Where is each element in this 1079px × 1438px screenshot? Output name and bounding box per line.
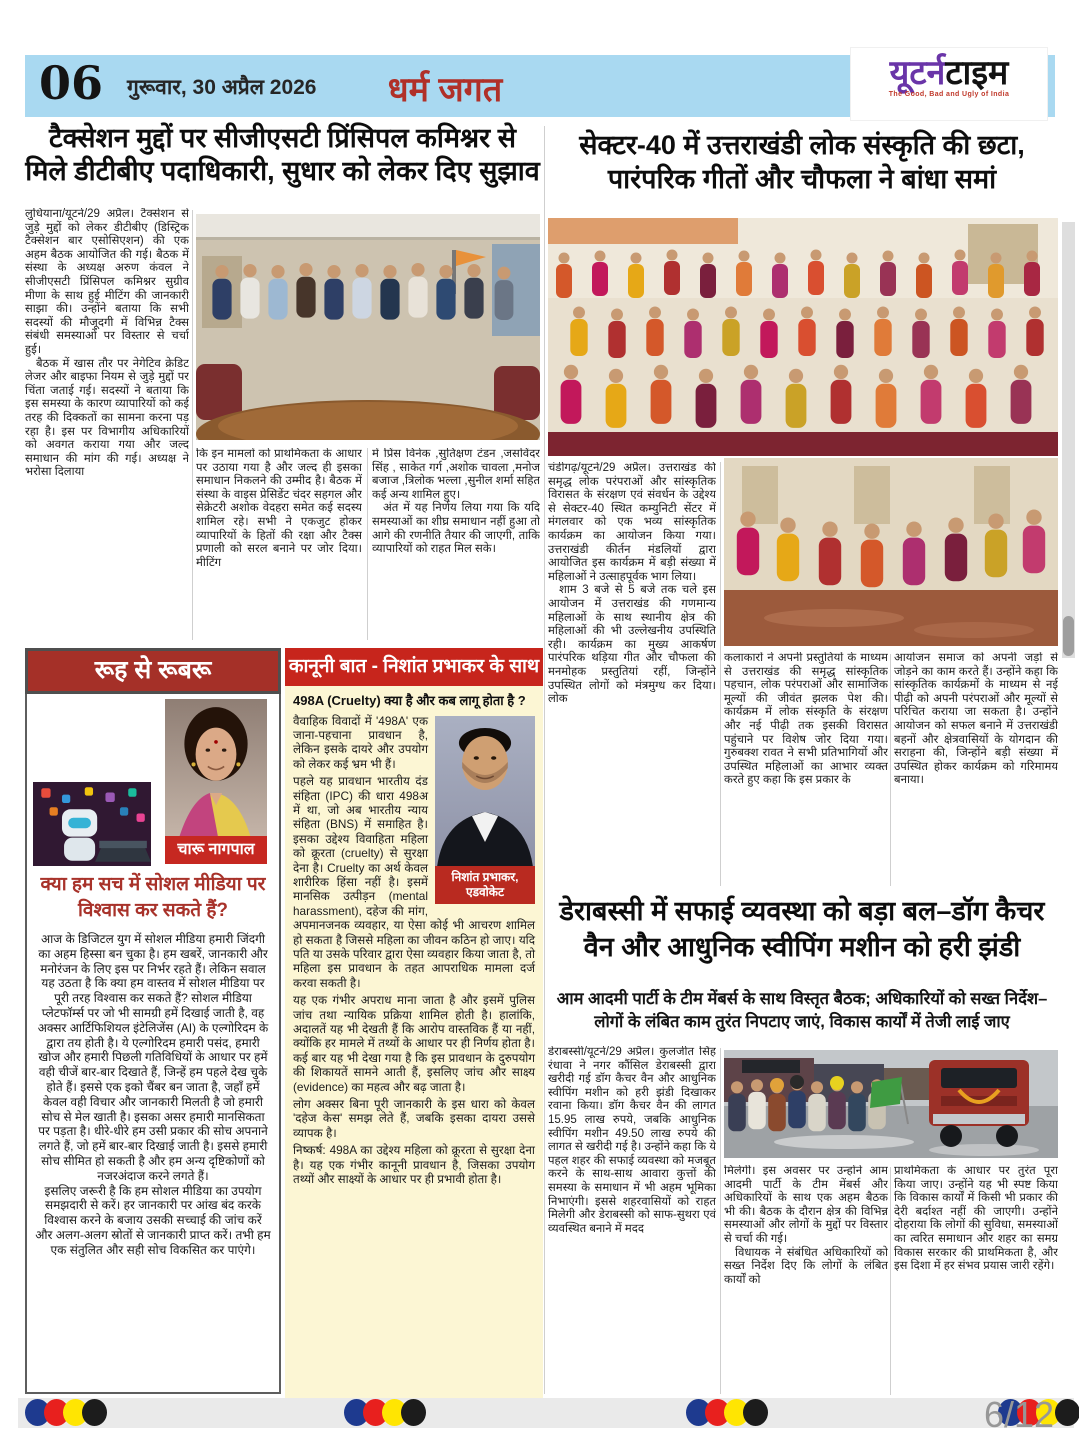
- column-divider: [192, 210, 193, 640]
- article-paragraph: मिलेगी। इस अवसर पर उन्होंने आम आदमी पार्टी के टीम मेंबर्स और अधिकारियों के साथ एक अहम बैठक भी की। बैठक के दौरान क्षेत्र की विभिन्न समस्याओं और लोगों के मुद्दों पर विस्तार से चर्चा की गई।: [724, 1165, 888, 1245]
- column-divider: [720, 462, 721, 886]
- article-paragraph: आयोजन समाज को अपनी जड़ों से जोड़ने का काम करते हैं। उन्होंने कहा कि सांस्कृतिक कार्यक्रमों के माध्यम से नई पीढ़ी को अपनी परंपराओं और मूल्यों से परिचित कराया जा सकता है। उन्होंने आयोजन को सफल बनाने में उत्तराखंडी बहनों और क्षेत्रवासियों के योगदान की सराहना की, जिन्होंने बड़ी संख्या में उपस्थित होकर कार्यक्रम को गरिमामय बनाया।: [894, 652, 1058, 787]
- article-paragraph: कि इन मामलों को प्राथमिकता के आधार पर उठाया गया है और जल्द ही इसका समाधान निकलने की उम्मीद है। बैठक में संस्था के वाइस प्रेसिडेंट चंदर सहगल और सेक्रेटरी अशोक वेदहरा समेत कई सदस्य शामिल रहे। सभी ने एकजुट होकर व्यापारियों के हितों की रक्षा और टैक्स प्रणाली को सरल बनाने पर जोर दिया। मीटिंग: [196, 448, 362, 569]
- legal-body-text: [285, 686, 543, 1386]
- logo-word-1: यूटर्न: [889, 54, 946, 92]
- newspaper-logo: [851, 48, 1047, 120]
- section-title: धर्म जगत: [387, 71, 503, 109]
- ruh-column-title: रूह से रूबरू: [25, 648, 281, 694]
- viewer-scrollbar-thumb[interactable]: [1063, 616, 1074, 656]
- tax-article-column-1: [25, 208, 189, 640]
- page-indicator: 6/12: [984, 1394, 1055, 1435]
- article-paragraph: विधायक ने संबंधित अधिकारियों को सख्त निर्देश दिए कि लोगों के लंबित कार्यों को: [724, 1246, 888, 1286]
- advocate-photo-caption: निशांत प्रभाकर, एडवोकेट: [435, 866, 535, 904]
- derabassi-article-column-3: [894, 1165, 1058, 1395]
- column-divider: [890, 1167, 891, 1395]
- article-paragraph: पहले यह प्रावधान भारतीय दंड संहिता (IPC) की धारा 498अ में था, जो अब भारतीय न्याय संहिता (BNS) में समाहित है। इसका उद्देश्य विवाहिता महिला को क्रूरता (cruelty) से सुरक्षा देना है। Cruelty का अर्थ केवल शारीरिक हिंसा नहीं है। इसमें मानसिक उत्पीड़न (mental harassment), दहेज की मांग, अपमानजनक व्यवहार, या ऐसा कोई भी आचरण शामिल हो सकता है जिससे महिला का जीवन कठिन हो जाए। यदि पति या उसके परिवार द्वारा ऐसा व्यवहार किया जाता है, तो महिला इस प्रावधान के तहत आपराधिक मामला दर्ज करवा सकती है।: [293, 774, 535, 990]
- article-paragraph: बैठक में खास तौर पर नेगेटिव क्रेडिट लेजर और बाइफा नियम से जुड़े मुद्दों पर चिंता जताई गई। सदस्यों ने बताया कि इस समस्या के कारण व्यापारियों को कई तरह की दिक्कतों का सामना करना पड़ रहा है। इस पर विभागीय अधिकारियों को अवगत कराया गया और जल्द समाधान की मांग की गई। अध्यक्ष ने भरोसा दिलाया: [25, 357, 189, 479]
- culture-group-photo: [548, 218, 1058, 456]
- advocate-portrait: [435, 716, 535, 866]
- article-paragraph: प्राथमिकता के आधार पर तुरंत पूरा किया जाए। उन्होंने यह भी स्पष्ट किया कि विकास कार्यों में किसी भी प्रकार की देरी बर्दाश्त नहीं की जाएगी। उन्होंने दोहराया कि लोगों की सुविधा, समस्याओं का त्वरित समाधान और शहर का समग्र विकास सरकार की प्राथमिकता है, और इस दिशा में हर संभव प्रयास जारी रहेंगे।: [894, 1165, 1058, 1273]
- article-paragraph: शाम 3 बजे से 5 बजे तक चले इस आयोजन में उत्तराखंड की गणमान्य महिलाओं के साथ स्थानीय क्षेत्र की महिलाओं की भी उल्लेखनीय उपस्थिति रही। कार्यक्रम का मुख्य आकर्षण पारंपरिक थड़िया गीत और चौफला की मनमोहक प्रस्तुतियां रहीं, जिन्होंने उपस्थित लोगों को मंत्रमुग्ध कर दिया। लोक: [548, 584, 716, 706]
- column-divider: [720, 1048, 721, 1394]
- legal-column-title: कानूनी बात - निशांत प्रभाकर के साथ: [285, 648, 543, 686]
- advocate-photo-block: [435, 716, 535, 904]
- culture-article-column-3: [894, 652, 1058, 886]
- ruh-question-headline: क्या हम सच में सोशल मीडिया पर विश्वास कर सकते हैं?: [40, 874, 266, 921]
- footer-dots-group: [686, 1399, 762, 1427]
- article-paragraph: अंत में यह निर्णय लिया गया कि यदि समस्याओं का शीघ्र समाधान नहीं हुआ तो आगे की रणनीति तैयार की जाएगी, ताकि व्यापारियों को राहत मिल सके।: [372, 502, 540, 556]
- derabassi-article-column-1: [548, 1046, 716, 1396]
- culture-article-column-2: [724, 652, 888, 886]
- article-paragraph: आज के डिजिटल युग में सोशल मीडिया हमारी जिंदगी का अहम हिस्सा बन चुका है। हम खबरें, जानकारी और मनोरंजन के लिए इस पर निर्भर रहते हैं। लेकिन सवाल यह उठता है कि क्या हम वास्तव में सोशल मीडिया पर पूरी तरह विश्वास कर सकते हैं? सोशल मीडिया प्लेटफॉर्म्स पर जो भी सामग्री हमें दिखाई जाती है, वह अक्सर आर्टिफिशियल इंटेलिजेंस (AI) के एल्गोरिदम के द्वारा तय होती है। ये एल्गोरिदम हमारी पसंद, हमारी खोज और हमारी पिछली गतिविधियों के आधार पर हमें वही चीजें बार-बार दिखाते हैं, जिन्हें हम पहले देख चुके होते हैं। इससे एक इको चैंबर बन जाता है, जहाँ हमें केवल वही विचार और जानकारी मिलती है जो हमारी सोच से मेल खाती है। इसका असर हमारी मानसिकता पर पड़ता है। धीरे-धीरे हम उसी प्रकार की सोच अपनाने लगते हैं, जो हमें बार-बार दिखाई जाती है। इससे हमारी सोच सीमित हो सकती है और हम अन्य दृष्टिकोणों को नजरअंदाज करने लगते हैं।: [37, 932, 269, 1183]
- logo-tagline: The Good, Bad and Ugly of India: [888, 91, 1010, 98]
- culture-article-column-1: [548, 462, 716, 886]
- footer-bar: [18, 1398, 1074, 1428]
- column-divider: [367, 448, 368, 640]
- legal-question: 498A (Cruelty) क्या है और कब लागू होता है ?: [293, 693, 526, 708]
- legal-advice-column: [285, 648, 543, 1398]
- footer-dots-group: [25, 1399, 101, 1427]
- article-paragraph: कलाकारों ने अपनी प्रस्तुतियों के माध्यम से उत्तराखंड की समृद्ध सांस्कृतिक पहचान, लोक परंपराओं और सामाजिक मूल्यों की जीवंत झलक पेश की। कार्यक्रम में लोक संस्कृति के संरक्षण और नई पीढ़ी तक इसकी विरासत पहुंचाने पर विशेष जोर दिया गया। गुरुबक्श रावत ने सभी प्रतिभागियों और उपस्थित महिलाओं का आभार व्यक्त करते हुए कहा कि इस प्रकार के: [724, 652, 888, 787]
- article-paragraph: लुधियाना/यूटर्न/29 अप्रैल। टैक्सेशन से जुड़े मुद्दों को लेकर डीटीबीए (डिस्ट्रिक टैक्सेशन बार एसोसिएशन) की एक अहम बैठक आयोजित की गई। बैठक में संस्था के अध्यक्ष अरुण कंवल ने सीजीएसटी प्रिंसिपल कमिश्नर सुग्रीव मीणा के साथ हुई मीटिंग की जानकारी साझा की। उन्होंने बताया कि सभी सदस्यों की मौजूदगी में विभिन्न टैक्स संबंधी समस्याओं पर विस्तार से चर्चा हुई।: [25, 208, 189, 356]
- edition-date: गुरूवार, 30 अप्रैल 2026: [127, 76, 317, 99]
- masthead: [25, 55, 1055, 117]
- viewer-scrollbar-track[interactable]: [1062, 222, 1075, 658]
- page-number: 06: [39, 56, 104, 110]
- logo-word-2: टाइम: [945, 54, 1009, 92]
- article-paragraph: यह एक गंभीर अपराध माना जाता है और इसमें पुलिस जांच तथा न्यायिक प्रक्रिया शामिल होती है। हालांकि, अदालतें यह भी देखती हैं कि आरोप वास्तविक हैं या नहीं, क्योंकि हर मामले में तथ्यों के आधार पर ही निर्णय होता है। कई बार यह भी देखा गया है कि इस प्रावधान के दुरुपयोग की शिकायतें सामने आती हैं, इसलिए जांच और साक्ष्य (evidence) का महत्व और बढ़ जाता है।: [293, 993, 535, 1094]
- article-paragraph: लोग अक्सर बिना पूरी जानकारी के इस धारा को केवल 'दहेज केस' समझ लेते हैं, जबकि इसका दायरा उससे व्यापक है।: [293, 1097, 535, 1140]
- derabassi-article-headline: डेराबस्सी में सफाई व्यवस्था को बड़ा बल–डॉग कैचर वैन और आधुनिक स्वीपिंग मशीन को हरी झंडी: [559, 896, 1045, 962]
- article-paragraph: में प्रिंस विनेक ,सुतिक्षण टंडन ,जसविंदर सिंह , साकेत गर्ग ,अशोक चावला ,मनोज बजाज ,त्रिलोक भल्ला ,सुनील शर्मा सहित कई अन्य शामिल हुए।: [372, 448, 540, 501]
- culture-dance-photo: [724, 458, 1058, 646]
- column-divider: [890, 654, 891, 886]
- article-paragraph: डेराबस्सी/यूटर्न/29 अप्रैल। कुलजीत सिंह रंधावा ने नगर कौंसिल डेराबस्सी द्वारा खरीदी गई डॉग कैचर वैन और आधुनिक स्वीपिंग मशीन को हरी झंडी दिखाकर रवाना किया। डॉग कैचर वैन की लागत 15.95 लाख रुपये, जबकि आधुनिक स्वीपिंग मशीन 49.50 लाख रुपये की लागत से खरीदी गई है। उन्होंने कहा कि ये पहल शहर की सफाई व्यवस्था को मजबूत करने के साथ-साथ आवारा कुत्तों की समस्या के समाधान में भी अहम भूमिका निभाएंगी। इससे शहरवासियों को राहत मिलेगी और डेराबस्सी को साफ-सुथरा एवं व्यवस्थित बनाने में मदद: [548, 1046, 716, 1235]
- tax-meeting-photo: [196, 214, 540, 440]
- page-center-divider: [544, 126, 545, 1394]
- flag-off-truck-photo: [724, 1050, 1058, 1158]
- tax-article-column-3: [372, 448, 540, 642]
- ruh-se-rubaru-column: [25, 648, 281, 1394]
- social-media-robot-photo: [33, 782, 151, 866]
- tax-article-column-2: [196, 448, 362, 642]
- charu-nagpal-portrait: [165, 699, 267, 837]
- tax-article-headline: टैक्सेशन मुद्दों पर सीजीएसटी प्रिंसिपल कमिश्नर से मिले डीटीबीए पदाधिकारी, सुधार को लेकर दिए सुझाव: [25, 123, 540, 186]
- article-paragraph: इसलिए जरूरी है कि हम सोशल मीडिया का उपयोग समझदारी से करें। हर जानकारी पर आंख बंद करके विश्वास करने के बजाय उसकी सच्चाई की जांच करें और अलग-अलग स्रोतों से जानकारी प्राप्त करें। तभी हम एक संतुलित और सही सोच विकसित कर पाएंगे।: [35, 1183, 271, 1257]
- derabassi-article-column-2: [724, 1165, 888, 1395]
- ruh-author-name: चारू नागपाल: [165, 836, 267, 864]
- ruh-body-text: [35, 932, 271, 1386]
- article-paragraph: चंडीगढ़/यूटर्न/29 अप्रैल। उत्तराखंड की समृद्ध लोक परंपराओं और सांस्कृतिक विरासत के संरक्षण एवं संवर्धन के उद्देश्य से सेक्टर-40 स्थित कम्युनिटी सेंटर में मंगलवार को एक भव्य सांस्कृतिक कार्यक्रम का आयोजन किया गया। उत्तराखंडी कीर्तन मंडलियों द्वारा आयोजित इस कार्यक्रम में बड़ी संख्या में महिलाओं ने उत्साहपूर्वक भाग लिया।: [548, 462, 716, 583]
- article-paragraph: निष्कर्ष: 498A का उद्देश्य महिला को क्रूरता से सुरक्षा देना है। यह एक गंभीर कानूनी प्रावधान है, जिसका उपयोग तथ्यों और साक्ष्यों के आधार पर ही प्रभावी होता है।: [293, 1143, 535, 1187]
- article-paragraph: वैवाहिक विवादों में '498A' एक जाना-पहचाना प्रावधान है, लेकिन इसके दायरे और उपयोग को लेकर कई भ्रम भी हैं।: [293, 713, 428, 771]
- culture-article-headline: सेक्टर-40 में उत्तराखंडी लोक संस्कृति की छटा, पारंपरिक गीतों और चौफला ने बांधा समां: [579, 130, 1025, 194]
- derabassi-article-subhead: आम आदमी पार्टी के टीम मेंबर्स के साथ विस्तृत बैठक; अधिकारियों को सख्त निर्देश– लोगों के लंबित काम तुरंत निपटाए जाएं, विकास कार्यों में तेजी लाई जाए: [556, 990, 1048, 1031]
- footer-dots-group: [344, 1399, 420, 1427]
